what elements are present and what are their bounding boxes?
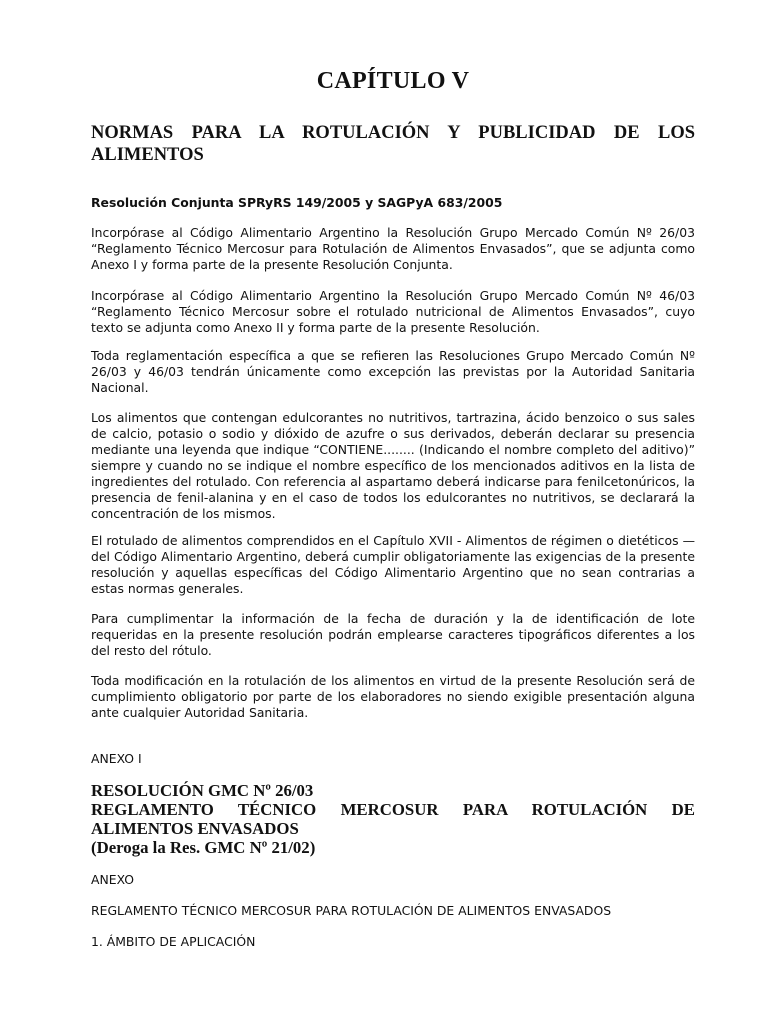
section-1-heading: 1. ÁMBITO DE APLICACIÓN (91, 934, 256, 949)
chapter-title: CAPÍTULO V (316, 68, 470, 94)
resolution-regulation-name: REGLAMENTO TÉCNICO MERCOSUR PARA ROTULACIÓN DE ALIMENTOS ENVASADOS (91, 800, 695, 838)
resolution-number: RESOLUCIÓN GMC Nº 26/03 (91, 781, 314, 800)
resolution-title-block (91, 781, 695, 857)
paragraph-7: Toda modificación en la rotulación de los alimentos en virtud de la presente Resolución será de cumplimiento obligatorio por parte de los elaboradores no siendo exigible presentación alguna ante cualquier Autoridad Sanitaria. (91, 673, 695, 720)
paragraph-4: Los alimentos que contengan edulcorantes no nutritivos, tartrazina, ácido benzoico o sus sales de calcio, potasio o sodio y dióxido de azufre o sus derivados, deberán declarar su presencia mediante una leyenda que indique “CONTIENE........ (Indicando el nombre completo del aditivo)” siempre y cuando no se indique el nombre específico de los mencionados aditivos en la lista de ingredientes del rotulado. Con referencia al aspartamo deberá indicarse para fenilcetonúricos, la presencia de fenil-alanina y en el caso de todos los edulcorantes no nutritivos, se declarará la concentración de los mismos. (91, 410, 695, 521)
resolution-derogation: (Deroga la Res. GMC Nº 21/02) (91, 838, 316, 857)
paragraph-6: Para cumplimentar la información de la fecha de duración y la de identificación de lote requeridas en la presente resolución podrán emplearse caracteres tipográficos diferentes a los del resto del rótulo. (91, 611, 695, 658)
annex-label: ANEXO I (91, 751, 142, 766)
regulation-title: REGLAMENTO TÉCNICO MERCOSUR PARA ROTULACIÓN DE ALIMENTOS ENVASADOS (91, 903, 612, 918)
paragraph-3: Toda reglamentación específica a que se refieren las Resoluciones Grupo Mercado Común Nº 26/03 y 46/03 tendrán únicamente como excepción las previstas por la Autoridad Sanitaria Nacional. (91, 348, 695, 395)
paragraph-2: Incorpórase al Código Alimentario Argentino la Resolución Grupo Mercado Común Nº 46/03 “Reglamento Técnico Mercosur sobre el rotulado nutricional de Alimentos Envasados”, cuyo texto se adjunta como Anexo II y forma parte de la presente Resolución. (91, 288, 695, 335)
paragraph-5: El rotulado de alimentos comprendidos en el Capítulo XVII - Alimentos de régimen o dietéticos — del Código Alimentario Argentino, deberá cumplir obligatoriamente las exigencias de la presente resolución y aquellas específicas del Código Alimentario Argentino que no sean contrarias a estas normas generales. (91, 533, 695, 596)
resolution-header: Resolución Conjunta SPRyRS 149/2005 y SAGPyA 683/2005 (91, 195, 503, 210)
paragraph-1: Incorpórase al Código Alimentario Argentino la Resolución Grupo Mercado Común Nº 26/03 “Reglamento Técnico Mercosur para Rotulación de Alimentos Envasados”, que se adjunta como Anexo I y forma parte de la presente Resolución Conjunta. (91, 225, 695, 272)
section-title: NORMAS PARA LA ROTULACIÓN Y PUBLICIDAD DE LOS ALIMENTOS (91, 123, 695, 165)
annex-sub-label: ANEXO (91, 872, 135, 887)
